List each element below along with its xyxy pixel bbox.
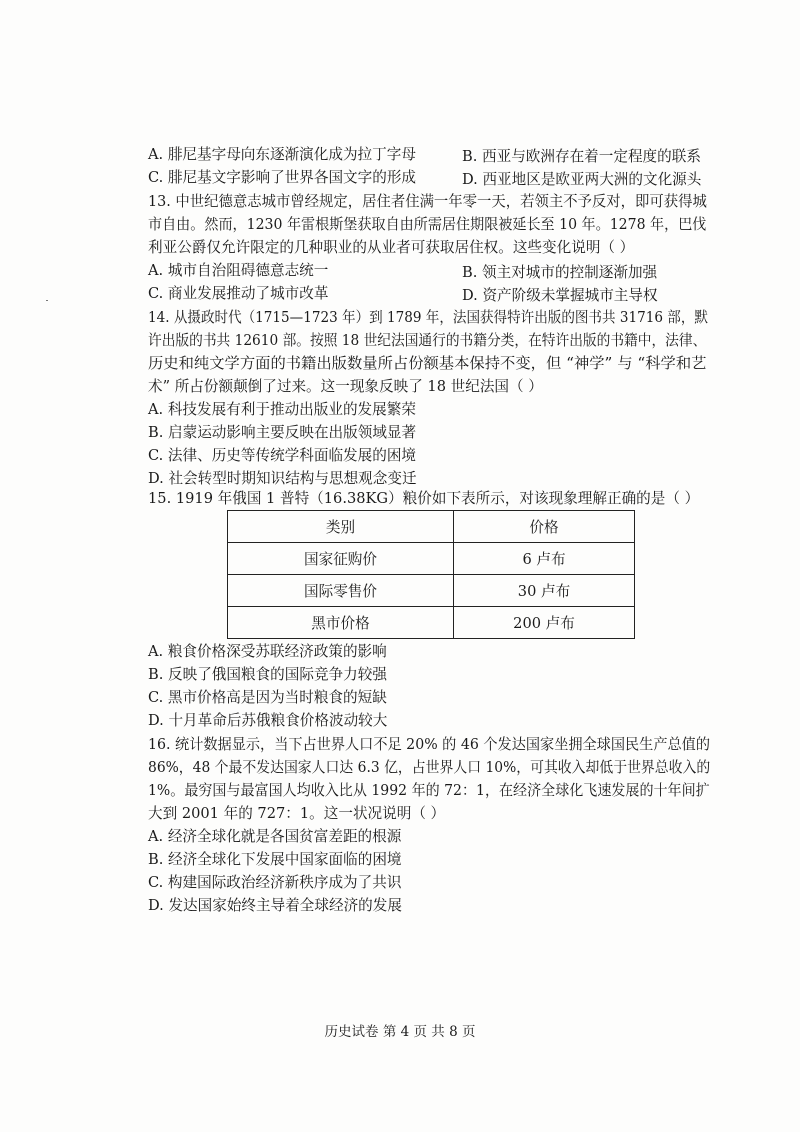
q14-option-d: D. 社会转型时期知识结构与思想观念变迁 bbox=[148, 470, 417, 487]
grain-price-table bbox=[227, 510, 635, 639]
table-cell-price: 30 卢布 bbox=[454, 575, 635, 607]
q16-option-a: A. 经济全球化就是各国贫富差距的根源 bbox=[148, 828, 402, 845]
table-row bbox=[228, 575, 635, 607]
q13-option-d: D. 资产阶级未掌握城市主导权 bbox=[462, 287, 658, 304]
page-footer: 历史试卷 第 4 页 共 8 页 bbox=[324, 1024, 476, 1040]
table-cell-category: 黑市价格 bbox=[228, 607, 454, 639]
q15-option-c: C. 黑市价格高是因为当时粮食的短缺 bbox=[148, 689, 387, 706]
q14-stem-line-2: 许出版的书共 12610 部。按照 18 世纪法国通行的书籍分类，在特许出版的书籍中，法律、 bbox=[148, 332, 707, 349]
q16-stem-line-4: 大到 2001 年的 727：1。这一状况说明（ ） bbox=[148, 805, 446, 822]
q13-option-c: C. 商业发展推动了城市改革 bbox=[148, 285, 329, 302]
q16-option-c: C. 构建国际政治经济新秩序成为了共识 bbox=[148, 874, 402, 891]
q12-option-d: D. 西亚地区是欧亚两大洲的文化源头 bbox=[462, 171, 702, 188]
q16-stem-line-2: 86%，48 个最不发达国家人口达 6.3 亿，占世界人口 10%，可其收入却低于世界总收入的 bbox=[148, 759, 711, 776]
q13-option-b: B. 领主对城市的控制逐渐加强 bbox=[462, 264, 658, 281]
q12-option-c: C. 腓尼基文字影响了世界各国文字的形成 bbox=[148, 169, 417, 186]
scan-speck bbox=[46, 300, 48, 301]
q13-stem-line-1: 13. 中世纪德意志城市曾经规定，居住者住满一年零一天，若领主不予反对，即可获得城 bbox=[148, 193, 707, 210]
table-header-category: 类别 bbox=[228, 511, 454, 543]
table-header-row bbox=[228, 511, 635, 543]
q12-option-a: A. 腓尼基字母向东逐渐演化成为拉丁字母 bbox=[148, 146, 416, 163]
table-cell-category: 国家征购价 bbox=[228, 543, 454, 575]
q15-option-b: B. 反映了俄国粮食的国际竞争力较强 bbox=[148, 666, 387, 683]
q14-option-a: A. 科技发展有利于推动出版业的发展繁荣 bbox=[148, 401, 416, 418]
q13-stem-line-3: 利亚公爵仅允许限定的几种职业的从业者可获取居住权。这些变化说明（ ） bbox=[148, 239, 635, 256]
q14-option-c: C. 法律、历史等传统学科面临发展的困境 bbox=[148, 447, 417, 464]
q15-stem: 15. 1919 年俄国 1 普特（16.38KG）粮价如下表所示，对该现象理解正确的是（ ） bbox=[148, 490, 700, 507]
table-cell-category: 国际零售价 bbox=[228, 575, 454, 607]
q14-stem-line-1: 14. 从摄政时代（1715—1723 年）到 1789 年，法国获得特许出版的图书共 31716 部，默 bbox=[148, 309, 708, 326]
table-header-price: 价格 bbox=[454, 511, 635, 543]
q13-stem-line-2: 市自由。然而，1230 年雷根斯堡获取自由所需居住期限被延长至 10 年。1278 年，巴伐 bbox=[148, 216, 707, 233]
table-cell-price: 6 卢布 bbox=[454, 543, 635, 575]
q13-option-a: A. 城市自治阻碍德意志统一 bbox=[148, 262, 329, 279]
table-row bbox=[228, 607, 635, 639]
table-cell-price: 200 卢布 bbox=[454, 607, 635, 639]
q16-stem-line-1: 16. 统计数据显示，当下占世界人口不足 20% 的 46 个发达国家坐拥全球国民生产总值的 bbox=[148, 736, 711, 753]
q14-option-b: B. 启蒙运动影响主要反映在出版领域显著 bbox=[148, 424, 417, 441]
q14-stem-line-4: 术” 所占份额颠倒了过来。这一现象反映了 18 世纪法国（ ） bbox=[148, 378, 543, 395]
table-row bbox=[228, 543, 635, 575]
q14-stem-line-3: 历史和纯文学方面的书籍出版数量所占份额基本保持不变，但 “神学” 与 “科学和艺 bbox=[148, 355, 707, 372]
q15-option-d: D. 十月革命后苏俄粮食价格波动较大 bbox=[148, 712, 388, 729]
q16-option-b: B. 经济全球化下发展中国家面临的困境 bbox=[148, 851, 402, 868]
q15-option-a: A. 粮食价格深受苏联经济政策的影响 bbox=[148, 643, 387, 660]
q16-stem-line-3: 1%。最穷国与最富国人均收入比从 1992 年的 72：1，在经济全球化飞速发展的十年间扩 bbox=[148, 782, 710, 799]
q12-option-b: B. 西亚与欧洲存在着一定程度的联系 bbox=[462, 148, 701, 165]
q16-option-d: D. 发达国家始终主导着全球经济的发展 bbox=[148, 897, 402, 914]
